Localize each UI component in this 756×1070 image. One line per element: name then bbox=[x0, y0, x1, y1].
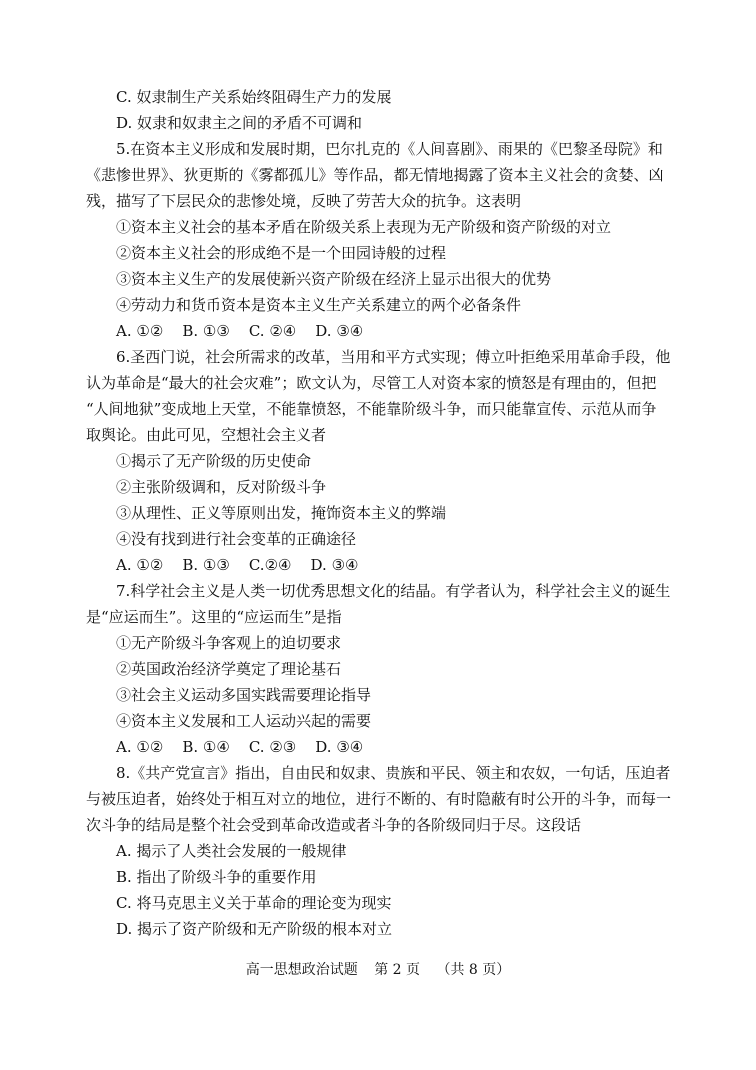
option-line: ①资本主义社会的基本矛盾在阶级关系上表现为无产阶级和资产阶级的对立 bbox=[116, 218, 612, 236]
answer-choices: A. ①② B. ①③ C. ②④ D. ③④ bbox=[116, 322, 364, 340]
option-line: ②资本主义社会的形成绝不是一个田园诗般的过程 bbox=[116, 244, 447, 262]
option-line: ②英国政治经济学奠定了理论基石 bbox=[116, 660, 342, 678]
question-5-stem: 5.在资本主义形成和发展时期，巴尔扎克的《人间喜剧》、雨果的《巴黎圣母院》和 bbox=[116, 140, 663, 158]
text-line: 《悲惨世界》、狄更斯的《雾都孤儿》等作品，都无情地揭露了资本主义社会的贪婪、凶 bbox=[86, 166, 664, 184]
text-line: D. 奴隶和奴隶主之间的矛盾不可调和 bbox=[116, 114, 363, 132]
question-7-stem: 7.科学社会主义是人类一切优秀思想文化的结晶。有学者认为，科学社会主义的诞生 bbox=[116, 582, 671, 600]
option-line: ④资本主义发展和工人运动兴起的需要 bbox=[116, 712, 372, 730]
footer-total-pages: （共 8 页） bbox=[436, 962, 511, 978]
text-line: 残，描写了下层民众的悲惨处境，反映了劳苦大众的抗争。这表明 bbox=[86, 192, 522, 210]
option-line: ④没有找到进行社会变革的正确途径 bbox=[116, 530, 357, 548]
text-line: 与被压迫者，始终处于相互对立的地位，进行不断的、有时隐蔽有时公开的斗争，而每一 bbox=[86, 790, 672, 808]
option-line: B. 指出了阶级斗争的重要作用 bbox=[116, 868, 317, 886]
option-line: C. 将马克思主义关于革命的理论变为现实 bbox=[116, 894, 392, 912]
option-line: ③资本主义生产的发展使新兴资产阶级在经济上显示出很大的优势 bbox=[116, 270, 552, 288]
footer-page-number: 第 2 页 bbox=[374, 962, 420, 978]
exam-content bbox=[86, 84, 676, 942]
option-line: ①揭示了无产阶级的历史使命 bbox=[116, 452, 312, 470]
answer-choices: A. ①② B. ①④ C. ②③ D. ③④ bbox=[116, 738, 364, 756]
text-line: 次斗争的结局是整个社会受到革命改造或者斗争的各阶级同归于尽。这段话 bbox=[86, 816, 582, 834]
footer-subject: 高一思想政治试题 bbox=[245, 962, 358, 978]
option-line: ③社会主义运动多国实践需要理论指导 bbox=[116, 686, 372, 704]
option-line: ③从理性、正义等原则出发，掩饰资本主义的弊端 bbox=[116, 504, 447, 522]
answer-choices: A. ①② B. ①③ C.②④ D. ③④ bbox=[116, 556, 359, 574]
text-line: “人间地狱”变成地上天堂，不能靠愤怒，不能靠阶级斗争，而只能靠宣传、示范从而争 bbox=[86, 400, 657, 418]
option-line: ④劳动力和货币资本是资本主义生产关系建立的两个必备条件 bbox=[116, 296, 522, 314]
question-6-stem: 6.圣西门说，社会所需求的改革，当用和平方式实现；傅立叶拒绝采用革命手段，他 bbox=[116, 348, 671, 366]
question-8-stem: 8.《共产党宣言》指出，自由民和奴隶、贵族和平民、领主和农奴，一句话，压迫者 bbox=[116, 764, 671, 782]
text-line: 认为革命是“最大的社会灾难”；欧文认为，尽管工人对资本家的愤怒是有理由的，但把 bbox=[86, 374, 657, 392]
option-line: D. 揭示了资产阶级和无产阶级的根本对立 bbox=[116, 920, 393, 938]
text-line: 是“应运而生”。这里的“应运而生”是指 bbox=[86, 608, 342, 626]
text-line: C. 奴隶制生产关系始终阻碍生产力的发展 bbox=[116, 88, 392, 106]
option-line: ①无产阶级斗争客观上的迫切要求 bbox=[116, 634, 342, 652]
option-line: ②主张阶级调和，反对阶级斗争 bbox=[116, 478, 327, 496]
option-line: A. 揭示了人类社会发展的一般规律 bbox=[116, 842, 347, 860]
text-line: 取舆论。由此可见，空想社会主义者 bbox=[86, 426, 327, 444]
page-footer bbox=[0, 958, 756, 982]
